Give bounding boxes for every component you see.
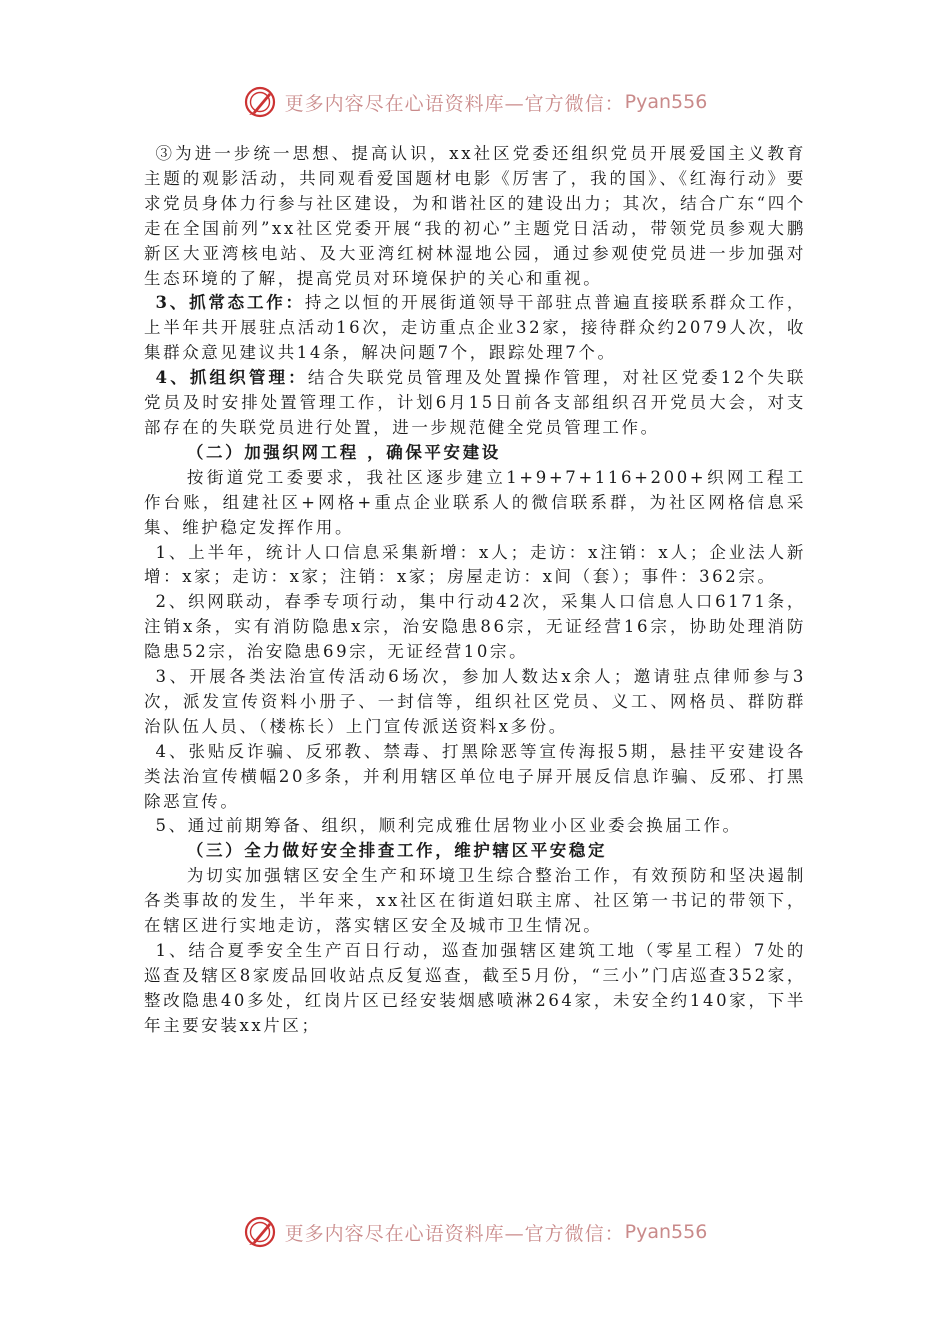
paragraph-lead: 3、抓常态工作： [155,293,305,313]
document-body [144,142,806,1039]
banner-text: 更多内容尽在心语资料库—官方微信： [284,1222,625,1245]
paragraph-routine-work [144,291,806,366]
paragraph-patriotic-education: ③为进一步统一思想、提高认识，xx社区党委还组织党员开展爱国主义教育主题的观影活动，共同观看爱国题材电影《厉害了，我的国》、《红海行动》要求党员身体力行参与社区建设，为和谐社区的建设出力；其次，结合广东“四个走在全国前列”xx社区党委开展“我的初心”主题党日活动，带领党员参观大鹏新区大亚湾核电站、及大亚湾红树林湿地公园，通过参观使党员进一步加强对生态环境的了解，提高党员对环境保护的关心和重视。 [144,144,806,288]
paragraph-organization-management [144,366,806,441]
quill-seal-icon [243,1215,277,1249]
footer-banner [0,1212,950,1252]
paragraph-committee-election: 5、通过前期筹备、组织，顺利完成雅仕居物业小区业委会换届工作。 [155,816,742,836]
quill-seal-icon [243,85,277,119]
banner-wechat-id: Pyan556 [624,1221,708,1243]
paragraph-text: 结合失联党员管理及处置操作管理，对社区党委12个失联党员及时安排处置管理工作，计划6月15日前各支部组织召开党员大会，对支部存在的失联党员进行处置，进一步规范健全党员管理工作。 [144,368,806,437]
section-heading-3: （三）全力做好安全排查工作，维护辖区平安稳定 [186,841,608,861]
paragraph-text: 持之以恒的开展街道领导干部驻点普遍直接联系群众工作，上半年共开展驻点活动16次，走访重点企业32家，接待群众约2079人次，收集群众意见建议共14条，解决问题7个，跟踪处理7个。 [144,293,807,363]
paragraph-grid-project: 按街道党工委要求，我社区逐步建立1+9+7+116+200+织网工程工作台账，组建社区+网格+重点企业联系人的微信联系群，为社区网格信息采集、维护稳定发挥作用。 [144,467,806,537]
paragraph-posters: 4、张贴反诈骗、反邪教、禁毒、打黑除恶等宣传海报5期，悬挂平安建设各类法治宣传横幅20多条，并利用辖区单位电子屏开展反信息诈骗、反邪、打黑除恶宣传。 [144,741,806,811]
paragraph-spring-action: 2、织网联动，春季专项行动，集中行动42次，采集人口信息人口6171条，注销x条，实有消防隐患x宗，治安隐患86宗，无证经营16宗，协助处理消防隐患52宗，治安隐患69宗，无证经营10宗。 [144,592,806,662]
header-banner [0,82,950,122]
paragraph-safety-intro: 为切实加强辖区安全生产和环境卫生综合整治工作，有效预防和坚决遏制各类事故的发生，半年来，xx社区在街道妇联主席、社区第一书记的带领下，在辖区进行实地走访，落实辖区安全及城市卫生情况。 [144,866,806,936]
banner-wechat-id: Pyan556 [624,91,708,113]
paragraph-legal-publicity: 3、开展各类法治宣传活动6场次，参加人数达x余人；邀请驻点律师参与3次，派发宣传资料小册子、一封信等，组织社区党员、义工、网格员、群防群治队伍人员、（楼栋长）上门宣传派送资料x多份。 [144,667,806,736]
paragraph-safety-inspection: 1、结合夏季安全生产百日行动，巡查加强辖区建筑工地（零星工程）7处的巡查及辖区8家废品回收站点反复巡查，截至5月份，“三小”门店巡查352家，整改隐患40多处，红岗片区已经安装烟感喷淋264家，未安全约140家，下半年主要安装xx片区； [144,941,806,1035]
paragraph-population-stats: 1、上半年，统计人口信息采集新增：x人；走访：x注销：x人；企业法人新增：x家；走访：x家；注销：x家；房屋走访：x间（套）；事件：362宗。 [144,542,806,587]
banner-text: 更多内容尽在心语资料库—官方微信： [284,92,625,115]
section-heading-2: （二）加强织网工程 ，确保平安建设 [186,442,501,462]
paragraph-lead: 4、抓组织管理： [155,368,308,388]
